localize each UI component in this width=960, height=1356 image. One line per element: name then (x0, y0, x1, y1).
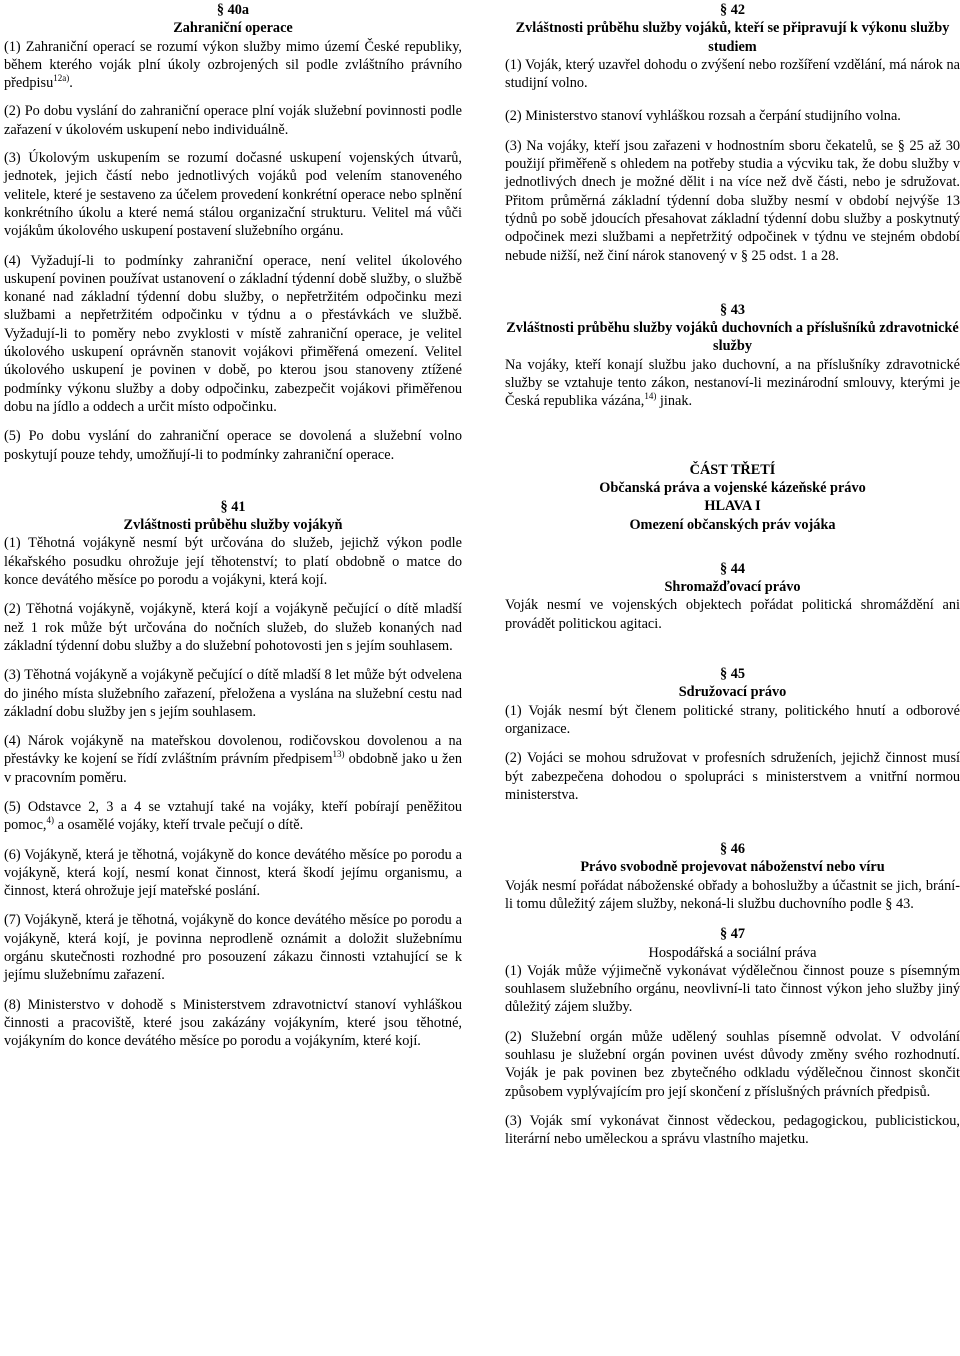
paragraph: (3) Úkolovým uskupením se rozumí dočasné uskupení vojenských útvarů, jednotek, jejich částí nebo jednotlivých vojáků pod velením stanoveného velitele, které je sestaveno za účelem provedení konkrétní operace nebo splnění konkrétního úkolu a které nemá stálou organizační strukturu. Velitel má vůči vojákům úkolového uskupení postavení služebního orgánu. (4, 150, 462, 240)
paragraph: (7) Vojákyně, která je těhotná, vojákyně do konce devátého měsíce po porodu a vojákyně, která kojí, je povinna neprodleně oznámit a doložit služebnímu orgánu skutečnosti rozhodné pro posouzení zákazu činnosti vztahující se k jejímu služebnímu zařazení. (4, 912, 462, 984)
section-title: Zvláštnosti průběhu služby vojáků duchovních a příslušníků zdravotnické služby (506, 320, 959, 355)
section-number: § 43 (719, 301, 746, 318)
paragraph: (2) Po dobu vyslání do zahraniční operace plní voják služební povinnosti podle zařazení v úkolovém uskupení nebo individuálně. (4, 103, 462, 138)
paragraph: (1) Voják nesmí být členem politické strany, politického hnutí a odborové organizace. (505, 702, 960, 737)
chapter-subtitle: Omezení občanských práv vojáka (629, 516, 836, 533)
section-46 (505, 840, 960, 913)
footnote-ref: 13) (332, 749, 345, 760)
paragraph: (1) Těhotná vojákyně nesmí být určována do služeb, jejichž výkon podle lékařského posudku ohrožuje její těhotenství; to platí obdobně o matce do konce devátého měsíce po porodu a vojákyni, která kojí. (4, 535, 462, 589)
section-number: § 40a (216, 2, 250, 18)
paragraph: (1) Voják, který uzavřel dohodu o zvýšení nebo rozšíření vzdělání, má nárok na studijní volno. (505, 56, 960, 92)
paragraph: (2) Ministerstvo stanoví vyhláškou rozsah a čerpání studijního volna. (505, 108, 901, 125)
section-title: Zvláštnosti průběhu služby vojáků, kteří se připravují k výkonu služby studiem (515, 20, 950, 55)
paragraph: (1) Zahraniční operací se rozumí výkon služby mimo území České republiky, během kterého voják plní úkoly ozbrojených sil podle zvláštního právního předpisu$^{12a)}$. (4, 38, 462, 92)
paragraph: (4) Nárok vojákyně na mateřskou dovolenou, rodičovskou dovolenou a na přestávky ke kojení se řídí zvláštním právním předpisem$^{13)}$ obdobně jako u žen v pracovním poměru. (4, 733, 462, 786)
footnote-ref: 14) (644, 391, 657, 402)
section-title: Zahraniční operace (173, 20, 293, 37)
section-title: Shromažďovací právo (664, 579, 801, 596)
chapter-title: HLAVA I (704, 498, 761, 515)
section-number: § 45 (719, 666, 746, 683)
section-43 (505, 301, 960, 411)
footnote-ref: 12a) (53, 73, 70, 84)
section-number: § 47 (719, 926, 746, 943)
part-heading (505, 461, 960, 534)
section-45 (505, 665, 960, 804)
paragraph: Na vojáky, kteří konají službu jako duchovní, a na příslušníky zdravotnické služby se vztahuje tento zákon, nestanoví-li mezinárodní smlouvy, kterými je Česká republika vázána,$^{14)}$ jinak. (505, 356, 960, 410)
paragraph: (2) Těhotná vojákyně, vojákyně, která kojí a vojákyně pečující o dítě mladší než 1 rok může být určována do nočních služeb, do služeb konaných nad základní týdenní dobu služby a do služební pohotovosti jen s jejím souhlasem. (4, 601, 462, 654)
section-47 (505, 925, 960, 1148)
paragraph: (3) Těhotná vojákyně a vojákyně pečující o dítě mladší 8 let může být odvelena do jiného místa služebního zařazení, přeložena a vyslána na služební cestu nad základní dobu služby jen s jejím souhlasem. (4, 667, 462, 720)
section-title: Zvláštnosti průběhu služby vojákyň (123, 517, 343, 534)
part-subtitle: Občanská práva a vojenské kázeňské právo (599, 479, 866, 496)
part-title: ČÁST TŘETÍ (689, 461, 776, 478)
paragraph: (2) Vojáci se mohou sdružovat v profesních sdruženích, jejichž činnost musí být zabezpečena dohodou o spolupráci s ministerstvem a vnitřní normou ministerstva. (505, 750, 960, 803)
section-44 (505, 560, 960, 633)
footnote-ref: 4) (46, 815, 54, 826)
paragraph: (3) Na vojáky, kteří jsou zařazeni v hodnostním sboru čekatelů, se § 25 až 30 použijí přiměřeně s ohledem na potřeby studia a výcviku tak, že dobu služby v jednotlivých dnech je možné dělit i na více než dvě části, nebo je sdružovat. Přitom průměrná základní týdenní doba služby nesmí v období nejvýše 13 týdnů po sobě jdoucích přesahovat základní týdenní dobu služby a poskytnutý odpočinek mezi službami a nepřetržitý odpočinek v týdnu ve stejném období nebude nižší, než činí nárok stanovený v § 25 odst. 1 a 28. (505, 137, 960, 264)
paragraph: (4) Vyžadují-li to podmínky zahraniční operace, není velitel úkolového uskupení povinen používat ustanovení o základní týdenní době služby, o službě konané nad základní týdenní dobu služby, o nepřetržitém odpočinku mezi službami a nepřetržitém odpočinku v týdnu a o přestávkách ve službě. Vyžadují-li to poměry nebo zvyklosti v místě zahraniční operace, je velitel úkolového uskupení oprávněn stanovit vojákovi přiměřená omezení. Velitel úkolového uskupení je povinen v době, po kterou jsou stanoveny ztížené podmínky výkonu služby a doby odpočinku, zabezpečit vojákovi přiměřenou dobu na jídlo a oddech a určit místo odpočinku. (4, 252, 462, 415)
paragraph: (2) Služební orgán může udělený souhlas písemně odvolat. V odvolání souhlasu je služební orgán povinen uvést důvody změny svého rozhodnutí. Voják je pak povinen bez zbytečného odkladu výdělečnou činnost skončit způsobem vyplývajícím pro její skončení z příslušných právních předpisů. (505, 1028, 960, 1100)
paragraph: (8) Ministerstvo v dohodě s Ministerstvem zdravotnictví stanoví vyhláškou činnosti a pracoviště, které jsou zakázány vojákyním, které jsou těhotné, vojákyním do konce devátého měsíce po porodu a vojákyním, které kojí. (4, 996, 462, 1050)
section-number: § 41 (220, 498, 246, 515)
section-number: § 46 (719, 841, 746, 858)
section-title: Hospodářská a sociální práva (648, 944, 817, 961)
right-column (505, 1, 960, 1149)
paragraph: (5) Po dobu vyslání do zahraniční operace se dovolená a služební volno poskytují pouze tehdy, umožňují-li to podmínky zahraniční operace. (4, 428, 462, 463)
paragraph: (5) Odstavce 2, 3 a 4 se vztahují také na vojáky, kteří pobírají peněžitou pomoc,$^{4)}$ a osamělé vojáky, kteří trvale pečují o dítě. (4, 798, 462, 834)
paragraph: (3) Voják smí vykonávat činnost vědeckou, pedagogickou, publicistickou, literární nebo uměleckou a správu vlastního majetku. (505, 1112, 960, 1148)
left-column (4, 1, 462, 1051)
section-title: Právo svobodně projevovat náboženství nebo víru (580, 859, 885, 876)
section-title: Sdružovací právo (678, 684, 787, 701)
section-number: § 42 (719, 2, 746, 18)
paragraph: (1) Voják může výjimečně vykonávat výdělečnou činnost pouze s písemným souhlasem služebního orgánu, neovlivní-li tato činnost výkon jeho služby jiný důležitý zájem služby. (505, 962, 960, 1016)
section-40a (4, 1, 462, 464)
paragraph: Voják nesmí pořádat náboženské obřady a bohoslužby a účastnit se jich, brání-li tomu důležitý zájem služby, nekoná-li službu duchovního podle § 43. (505, 877, 960, 912)
section-42 (505, 1, 960, 265)
paragraph: (6) Vojákyně, která je těhotná, vojákyně do konce devátého měsíce po porodu a vojákyně, která kojí, nesmí konat činnost, která škodí jejímu organismu, a činnost, která ohrožuje její mateřské poslání. (4, 846, 462, 900)
paragraph: Voják nesmí ve vojenských objektech pořádat politická shromáždění ani provádět politickou agitaci. (505, 597, 960, 632)
section-number: § 44 (719, 560, 746, 577)
section-41 (4, 498, 462, 1051)
